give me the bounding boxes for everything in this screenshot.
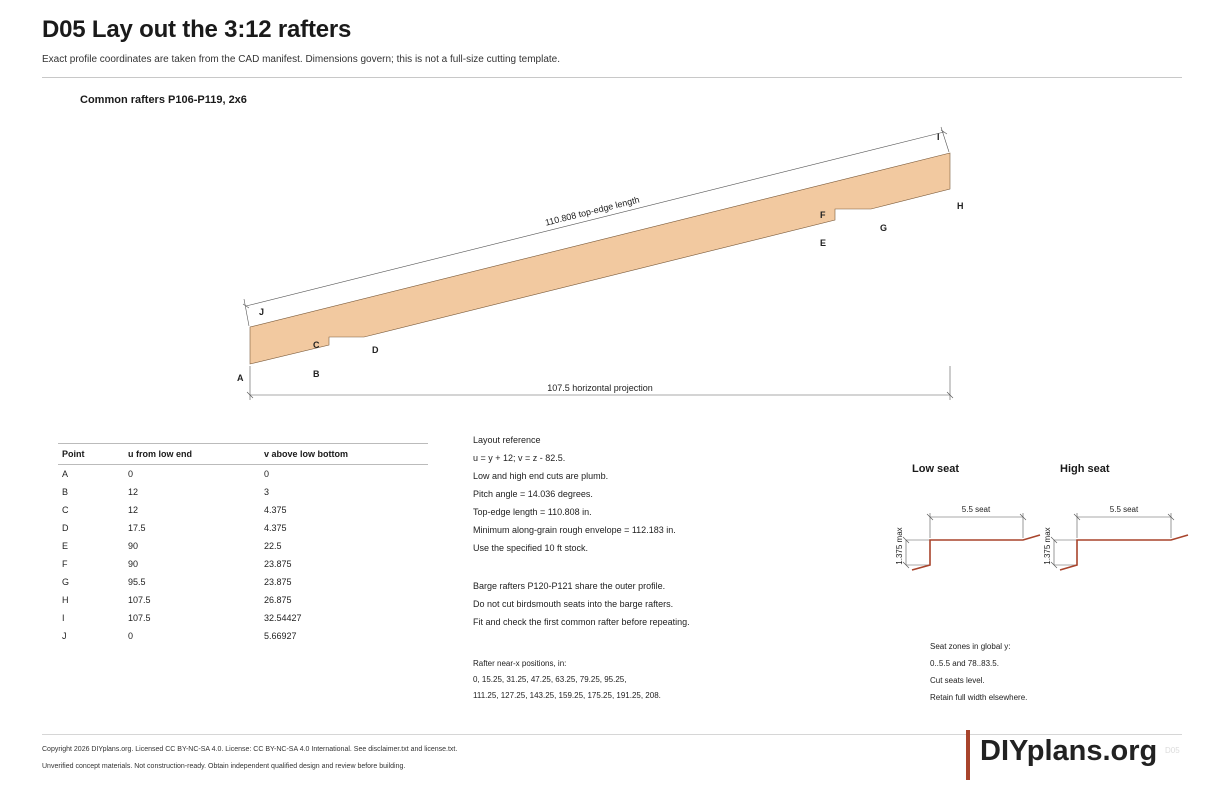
table-row xyxy=(58,501,428,519)
barge-note-line: Fit and check the first common rafter before repeating. xyxy=(473,617,690,627)
cell-v: 26.875 xyxy=(264,595,292,605)
high-seat-detail xyxy=(1043,505,1188,570)
cell-point: H xyxy=(62,595,69,605)
table-row xyxy=(58,627,428,645)
cell-v: 23.875 xyxy=(264,577,292,587)
layout-reference-line: Pitch angle = 14.036 degrees. xyxy=(473,489,593,499)
cell-point: J xyxy=(62,631,67,641)
layout-reference-line: Low and high end cuts are plumb. xyxy=(473,471,609,481)
cell-u: 0 xyxy=(128,631,134,641)
barge-note-line: Barge rafters P120-P121 share the outer profile. xyxy=(473,581,666,591)
layout-reference-notes xyxy=(473,431,676,557)
cell-u: 12 xyxy=(128,505,139,515)
high-seat-depth-label: 1.375 max xyxy=(1043,527,1052,565)
column-header-point: Point xyxy=(58,444,124,465)
cell-v: 0 xyxy=(264,469,270,479)
cell-u: 12 xyxy=(128,487,139,497)
table-row xyxy=(58,483,428,501)
layout-reference-line: Minimum along-grain rough envelope = 112.183 in. xyxy=(473,525,676,535)
disclaimer-notice: Unverified concept materials. Not construction-ready. Obtain independent qualified design and review before building. xyxy=(42,763,406,770)
cell-point: E xyxy=(62,541,69,551)
brand-accent-bar xyxy=(966,730,970,780)
point-label-a: A xyxy=(237,373,244,383)
rafter-positions-notes xyxy=(473,656,661,704)
cell-point: B xyxy=(62,487,69,497)
cell-point: A xyxy=(62,469,69,479)
positions-line: 111.25, 127.25, 143.25, 159.25, 175.25, 191.25, 208. xyxy=(473,691,661,700)
positions-line: 0, 15.25, 31.25, 47.25, 63.25, 79.25, 95.25, xyxy=(473,675,627,684)
barge-note-line: Do not cut birdsmouth seats into the barge rafters. xyxy=(473,599,674,609)
cell-point: F xyxy=(62,559,68,569)
cell-u: 90 xyxy=(128,559,139,569)
point-label-d: D xyxy=(372,345,379,355)
column-header-v: v above low bottom xyxy=(260,444,428,465)
seat-zone-notes xyxy=(930,638,1027,706)
table-row xyxy=(58,465,428,484)
cell-u: 107.5 xyxy=(128,613,151,623)
rafter-panel-title: Common rafters P106-P119, 2x6 xyxy=(80,94,247,106)
layout-reference-line: Top-edge length = 110.808 in. xyxy=(473,507,592,517)
low-seat-cut-line xyxy=(912,535,1040,570)
column-header-u: u from low end xyxy=(124,444,260,465)
table-row xyxy=(58,591,428,609)
point-label-b: B xyxy=(313,369,320,379)
cell-u: 17.5 xyxy=(128,523,146,533)
cell-point: D xyxy=(62,523,69,533)
table-row xyxy=(58,555,428,573)
horizontal-projection-label: 107.5 horizontal projection xyxy=(547,383,653,393)
page-subtitle: Exact profile coordinates are taken from the CAD manifest. Dimensions govern; this is not a full-size cutting template. xyxy=(42,54,561,65)
low-seat-width-label: 5.5 seat xyxy=(961,505,991,514)
cell-v: 4.375 xyxy=(264,523,287,533)
table-row xyxy=(58,519,428,537)
cell-v: 4.375 xyxy=(264,505,287,515)
point-label-f: F xyxy=(820,210,826,220)
point-label-g: G xyxy=(880,223,888,233)
table-header-row xyxy=(58,444,428,465)
seat-zone-line: Retain full width elsewhere. xyxy=(930,693,1028,702)
positions-label: Rafter near-x positions, in: xyxy=(473,659,567,668)
cell-v: 5.66927 xyxy=(264,631,297,641)
seat-zone-line: 0..5.5 and 78..83.5. xyxy=(930,659,999,668)
high-seat-cut-line xyxy=(1060,535,1188,570)
cell-v: 23.875 xyxy=(264,559,292,569)
high-seat-title: High seat xyxy=(1060,463,1110,475)
cell-u: 90 xyxy=(128,541,139,551)
page-title: D05 Lay out the 3:12 rafters xyxy=(42,16,352,43)
cell-point: I xyxy=(62,613,65,623)
seat-zone-line: Cut seats level. xyxy=(930,676,985,685)
seat-zone-line: Seat zones in global y: xyxy=(930,642,1011,651)
point-label-j: J xyxy=(259,307,265,317)
low-seat-detail xyxy=(895,505,1040,570)
point-label-c: C xyxy=(313,340,320,350)
cell-v: 22.5 xyxy=(264,541,282,551)
cell-u: 107.5 xyxy=(128,595,151,605)
low-seat-depth-label: 1.375 max xyxy=(895,527,904,565)
layout-reference-line: u = y + 12; v = z - 82.5. xyxy=(473,453,566,463)
cell-u: 0 xyxy=(128,469,134,479)
cell-v: 32.54427 xyxy=(264,613,302,623)
cell-point: C xyxy=(62,505,69,515)
table-row xyxy=(58,609,428,627)
points-table xyxy=(58,443,428,645)
cell-v: 3 xyxy=(264,487,270,497)
brand-logo: DIYplans.org xyxy=(980,735,1158,767)
layout-reference-line: Use the specified 10 ft stock. xyxy=(473,543,589,553)
sheet-code: D05 xyxy=(1165,746,1180,755)
point-label-i: I xyxy=(937,132,940,142)
cell-point: G xyxy=(62,577,70,587)
table-row xyxy=(58,537,428,555)
layout-reference-heading: Layout reference xyxy=(473,435,541,445)
top-edge-length-label: 110.808 top-edge length xyxy=(544,194,641,228)
high-seat-width-label: 5.5 seat xyxy=(1109,505,1139,514)
point-label-e: E xyxy=(820,238,827,248)
point-label-h: H xyxy=(957,201,964,211)
barge-rafter-notes xyxy=(473,577,690,631)
table-row xyxy=(58,573,428,591)
top-edge-dimension xyxy=(243,127,949,326)
rafter-profile-shape xyxy=(250,153,950,364)
cell-u: 95.5 xyxy=(128,577,146,587)
copyright-notice: Copyright 2026 DIYplans.org. Licensed CC BY-NC-SA 4.0. License: CC BY-NC-SA 4.0 International. See disclaimer.txt and license.txt. xyxy=(42,746,458,753)
low-seat-title: Low seat xyxy=(912,463,960,475)
